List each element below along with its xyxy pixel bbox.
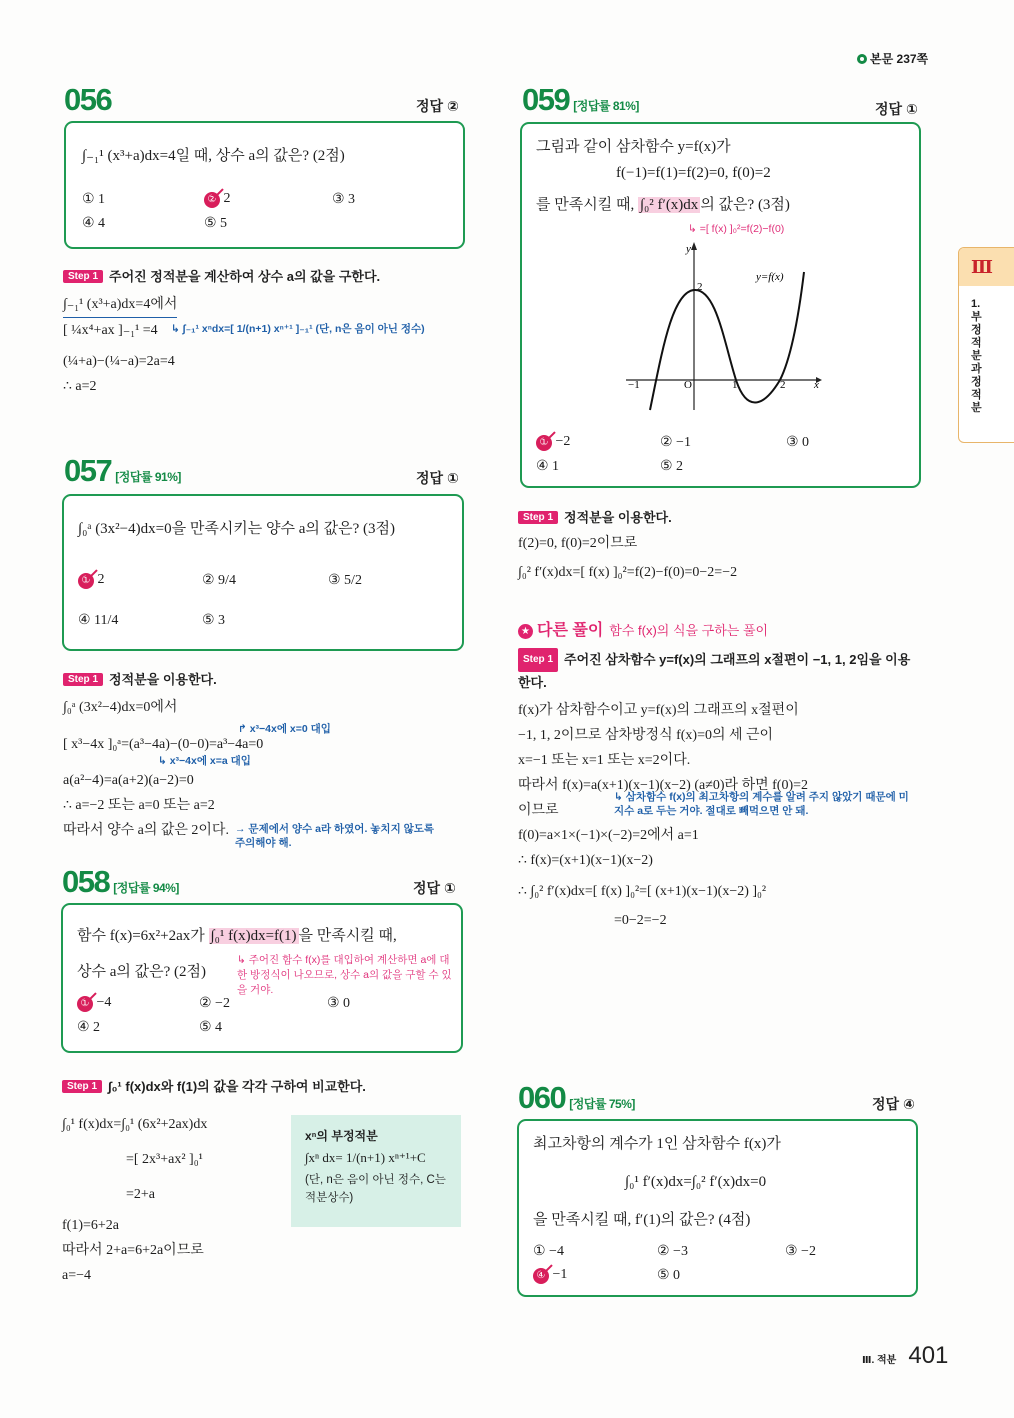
tick-label: −1 — [628, 379, 640, 391]
tip-note: (단, n은 음이 아닌 정수, C는 적분상수) — [305, 1174, 446, 1204]
tip-formula: ∫xⁿ dx= 1/(n+1) xⁿ⁺¹+C — [305, 1150, 426, 1165]
tick-label: 1 — [732, 379, 738, 391]
cubic-graph — [606, 242, 826, 412]
solution-line: a(a²−4)=a(a+2)(a−2)=0 — [63, 773, 194, 788]
solution-line: =2+a — [126, 1187, 156, 1202]
choice-1[interactable]: ① −4 — [77, 995, 111, 1012]
solution-line: a=−4 — [62, 1268, 92, 1283]
choice-1[interactable]: ① −4 — [533, 1244, 564, 1259]
y-tick-label: 2 — [697, 281, 703, 293]
arrow-icon: ↳ — [614, 791, 626, 803]
choice-1[interactable]: ① 1 — [82, 192, 106, 207]
solution-line: ∴ a=−2 또는 a=0 또는 a=2 — [63, 798, 215, 813]
step-badge: Step 1 — [518, 511, 558, 524]
step-title: 정적분을 이용한다. — [109, 672, 217, 687]
question-text: 함수 f(x)=6x²+2ax가 ∫₀¹ f(x)dx=f(1) 을 만족시킬 때, — [77, 928, 397, 944]
solution-line: =[ 2x³+ax² ]₀¹ — [126, 1152, 203, 1167]
solution-line: 이므로 ↳ 삼차함수 f(x)의 최고차항의 계수를 알려 주지 않았기 때문에 미지수 a로 두는 거야. 절대로 빼먹으면 안 돼. — [518, 798, 918, 823]
solution-line: 따라서 양수 a의 값은 2이다. → 문제에서 양수 a라 하였어. 놓치지 않도록 주의해야 해. — [63, 823, 435, 849]
solution-line: f(1)=6+2a — [62, 1218, 119, 1233]
question-box-056 — [64, 121, 465, 249]
highlighted-integral: ∫₀² f′(x)dx — [639, 197, 699, 213]
step-badge: Step 1 — [63, 673, 103, 686]
solution-line: f(0)=a×1×(−1)×(−2)=2에서 a=1 — [518, 828, 699, 843]
solution-line: (¼+a)−(¼−a)=2a=4 — [63, 354, 175, 369]
solution-line: 따라서 f(x)=a(x+1)(x−1)(x−2) (a≠0)라 하면 f(0)=2 — [518, 778, 809, 793]
arrow-icon: ↱ — [238, 723, 250, 735]
step-title: 주어진 삼차함수 y=f(x)의 그래프의 x절편이 −1, 1, 2임을 이용한다. — [518, 652, 911, 690]
check-mark-icon: ① — [78, 573, 94, 589]
alt-title: 다른 풀이 — [537, 622, 604, 639]
problem-058-header — [62, 864, 179, 900]
choice-4[interactable]: ④ 1 — [536, 459, 560, 474]
solution-line: ∫₀¹ f(x)dx=∫₀¹ (6x²+2ax)dx — [62, 1117, 208, 1132]
curve-label: y=f(x) — [756, 271, 784, 283]
choice-3[interactable]: ③ −2 — [785, 1244, 816, 1259]
solution-line: [ x³−4x ]₀ᵃ=(a³−4a)−(0−0)=a³−4a=0 — [63, 737, 264, 752]
solution-line: −1, 1, 2이므로 삼차방정식 f(x)=0의 세 근이 — [518, 728, 774, 743]
substitution-note-bottom: ↳ x³−4x에 x=a 대입 — [158, 755, 251, 767]
step-title: 정적분을 이용한다. — [564, 510, 672, 525]
chapter-section-label: 1.부정적분과정적분 — [971, 298, 982, 414]
problem-number: 058 — [62, 864, 110, 899]
problem-number: 057 — [64, 453, 112, 488]
origin-label: O — [684, 379, 692, 391]
problem-057-header — [64, 453, 181, 489]
choice-2[interactable]: ② 2 — [204, 191, 231, 208]
caution-note: → 문제에서 양수 a라 하였어. 놓치지 않도록 주의해야 해. — [235, 823, 435, 849]
substitution-note-top: ↱ x³−4x에 x=0 대입 — [238, 723, 331, 735]
solution-line: ∫₀ᵃ (3x²−4)dx=0에서 — [63, 700, 178, 715]
step-badge: Step 1 — [62, 1080, 102, 1093]
solution-line: ∫₀² f′(x)dx=[ f(x) ]₀²=f(2)−f(0)=0−2=−2 — [518, 565, 738, 580]
question-condition: f(−1)=f(1)=f(2)=0, f(0)=2 — [616, 165, 771, 181]
arrow-icon: → — [235, 823, 249, 835]
solution-line: f(x)가 삼차함수이고 y=f(x)의 그래프의 x절편이 — [518, 703, 799, 718]
answer-label: 정답 ② — [416, 98, 459, 114]
tick-label: 2 — [780, 379, 786, 391]
choice-2[interactable]: ② 9/4 — [202, 573, 236, 588]
solution-056 — [63, 266, 463, 399]
step-badge: Step 1 — [518, 648, 558, 672]
question-box-057 — [62, 494, 464, 651]
solution-line: 따라서 2+a=6+2a이므로 — [62, 1243, 204, 1258]
choice-2[interactable]: ② −1 — [660, 435, 691, 450]
choice-3[interactable]: ③ 3 — [332, 192, 356, 207]
solution-line: ∫₋₁¹ (x³+a)dx=4에서 — [63, 292, 177, 318]
solution-line: [ ¼x⁴+ax ]₋₁¹ =4 ↳ ∫₋₁¹ xⁿdx=[ 1/(n+1) xⁿ⁺¹ ]₋₁¹ (단, n은 음이 아닌 정수) — [63, 318, 463, 343]
choice-5[interactable]: ⑤ 0 — [657, 1268, 681, 1283]
coefficient-note: ↳ 삼차함수 f(x)의 최고차항의 계수를 알려 주지 않았기 때문에 미지수 a로 두는 거야. 절대로 빼먹으면 안 돼. — [614, 791, 909, 817]
choice-2[interactable]: ② −3 — [657, 1244, 688, 1259]
page-footer — [862, 1342, 948, 1370]
question-text: 그림과 같이 삼차함수 y=f(x)가 — [536, 139, 731, 155]
question-text-2: 를 만족시킬 때, ∫₀² f′(x)dx 의 값은? (3점) — [536, 197, 790, 213]
problem-number: 059 — [522, 82, 570, 117]
star-icon: ★ — [518, 624, 533, 639]
problem-number: 056 — [64, 82, 112, 117]
y-axis-label: y — [686, 243, 691, 255]
correct-rate: [정답률 94%] — [113, 881, 179, 895]
question-box-058 — [61, 903, 463, 1053]
choice-3[interactable]: ③ 0 — [786, 435, 810, 450]
problem-059-header — [522, 82, 639, 118]
check-mark-icon: ① — [77, 996, 93, 1012]
chapter-side-tab[interactable] — [958, 247, 1014, 443]
correct-rate: [정답률 91%] — [115, 470, 181, 484]
circle-bullet-icon — [857, 54, 867, 64]
footer-section: Ⅲ. 적분 — [862, 1355, 897, 1366]
choice-4[interactable]: ④ 11/4 — [78, 613, 119, 628]
chapter-roman-numeral: Ⅲ — [959, 248, 1014, 286]
alt-subtitle: 함수 f(x)의 식을 구하는 풀이 — [609, 623, 769, 638]
question-box-060 — [517, 1119, 918, 1297]
choice-2[interactable]: ② −2 — [199, 996, 230, 1011]
step-title: ∫₀¹ f(x)dx와 f(1)의 값을 각각 구하여 비교한다. — [108, 1079, 366, 1094]
choice-3[interactable]: ③ 0 — [327, 996, 351, 1011]
question-condition: ∫₀¹ f′(x)dx=∫₀² f′(x)dx=0 — [625, 1174, 767, 1190]
arrow-icon: ↳ — [158, 755, 170, 767]
arrow-icon: ↳ — [688, 223, 700, 235]
check-mark-icon: ① — [536, 435, 552, 451]
choice-3[interactable]: ③ 5/2 — [328, 573, 362, 588]
problem-number: 060 — [518, 1080, 566, 1115]
solution-line: ∴ f(x)=(x+1)(x−1)(x−2) — [518, 853, 653, 868]
question-text: 최고차항의 계수가 1인 삼차함수 f(x)가 — [533, 1136, 781, 1152]
choice-5[interactable]: ⑤ 4 — [199, 1020, 223, 1035]
tip-box — [291, 1115, 461, 1227]
solution-059 — [518, 507, 918, 585]
tip-title: xⁿ의 부정적분 — [305, 1129, 378, 1143]
solution-line: =0−2=−2 — [614, 913, 667, 928]
step-title: 주어진 정적분을 계산하여 상수 a의 값을 구한다. — [109, 269, 381, 284]
solution-line: ∴ ∫₀² f′(x)dx=[ f(x) ]₀²=[ (x+1)(x−1)(x−2) ]₀² — [518, 884, 767, 899]
question-box-059 — [520, 122, 921, 488]
page-number: 401 — [908, 1342, 949, 1369]
choice-4[interactable]: ④ −1 — [533, 1267, 567, 1284]
check-mark-icon: ④ — [533, 1268, 549, 1284]
arrow-icon: ↳ — [237, 954, 249, 966]
question-text: ∫₀ᵃ (3x²−4)dx=0을 만족시키는 양수 a의 값은? (3점) — [78, 521, 396, 537]
arrow-icon: ↳ — [171, 323, 183, 335]
choice-4[interactable]: ④ 2 — [77, 1020, 101, 1035]
answer-label: 정답 ① — [413, 880, 456, 896]
question-text-2: 상수 a의 값은? (2점) — [77, 964, 206, 980]
correct-rate: [정답률 81%] — [573, 99, 639, 113]
solution-057 — [63, 669, 463, 849]
step-badge: Step 1 — [63, 270, 103, 283]
choice-4[interactable]: ④ 4 — [82, 216, 106, 231]
question-text: ∫₋₁¹ (x³+a)dx=4일 때, 상수 a의 값은? (2점) — [82, 148, 345, 164]
solution-line: f(2)=0, f(0)=2이므로 — [518, 536, 638, 551]
answer-label: 정답 ① — [416, 470, 459, 486]
problem-056-header — [64, 82, 111, 118]
solution-line: x=−1 또는 x=1 또는 x=2이다. — [518, 753, 691, 768]
hint-note: ↳ =[ f(x) ]₀²=f(2)−f(0) — [688, 223, 785, 235]
choice-1[interactable]: ① −2 — [536, 434, 570, 451]
choice-1[interactable]: ① 2 — [78, 572, 105, 589]
page-reference: 본문 237쪽 — [857, 50, 928, 67]
solution-line: ∴ a=2 — [63, 379, 97, 394]
highlighted-condition: ∫₀¹ f(x)dx=f(1) — [210, 928, 297, 944]
choice-5[interactable]: ⑤ 5 — [204, 216, 228, 231]
formula-note: ↳ ∫₋₁¹ xⁿdx=[ 1/(n+1) xⁿ⁺¹ ]₋₁¹ (단, n은 음이 아닌 정수) — [171, 323, 425, 335]
check-mark-icon: ② — [204, 192, 220, 208]
correct-rate: [정답률 75%] — [569, 1097, 635, 1111]
answer-label: 정답 ④ — [872, 1096, 915, 1112]
problem-060-header — [518, 1080, 635, 1116]
choice-5[interactable]: ⑤ 2 — [660, 459, 684, 474]
choice-5[interactable]: ⑤ 3 — [202, 613, 226, 628]
x-axis-label: x — [814, 379, 819, 391]
alternative-solution-059 — [518, 617, 918, 933]
answer-label: 정답 ① — [875, 101, 918, 117]
question-text-2: 을 만족시킬 때, f′(1)의 값은? (4점) — [533, 1212, 751, 1228]
hint-note: ↳ 주어진 함수 f(x)를 대입하여 계산하면 a에 대한 방정식이 나오므로, 상수 a의 값을 구할 수 있을 거야. — [237, 954, 452, 996]
